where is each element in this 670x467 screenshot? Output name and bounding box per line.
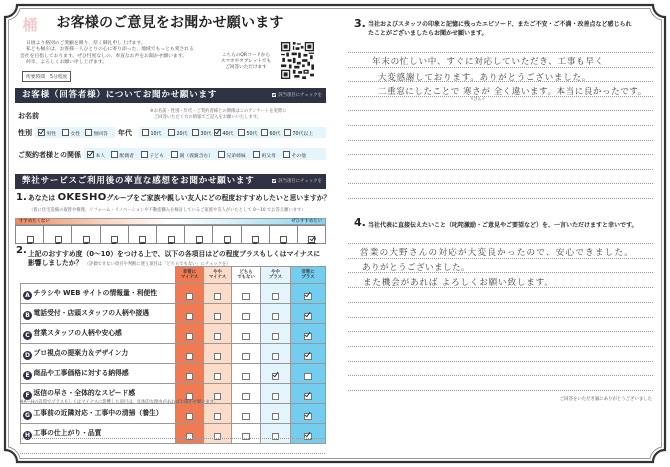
name-field[interactable]	[50, 110, 145, 120]
option-label: 男性	[46, 132, 57, 137]
checkbox[interactable]	[141, 151, 148, 158]
relation-option-parent[interactable]	[171, 151, 213, 160]
checkbox-icon	[272, 179, 276, 183]
letter-badge-icon: G	[23, 411, 32, 420]
rating-cell[interactable]	[261, 284, 291, 304]
rating-cell[interactable]	[204, 364, 232, 384]
question-number: 1.	[16, 192, 27, 203]
section-title: 弊社サービスご利用後の率直な感想をお聞かせ願います	[22, 176, 255, 186]
score-option-0[interactable]	[16, 226, 43, 243]
row-label: B 電話受付・店頭スタッフの人柄や接遇	[21, 304, 176, 324]
checkbox[interactable]	[242, 313, 250, 321]
checkbox[interactable]	[214, 353, 222, 361]
handwritten-answer-line: 年末の忙しい中、すぐに対応していただき、工事も早く	[372, 57, 605, 67]
checkbox[interactable]	[214, 393, 222, 401]
checkbox[interactable]	[186, 333, 194, 341]
answer-line	[348, 110, 653, 111]
intro-line: 私ども桶庄は、お客様一人ひとりの心に寄り添った、地域でもっとも愛される	[26, 47, 194, 53]
checkbox-icon	[272, 93, 276, 97]
answer-line	[348, 317, 653, 318]
relation-label: ご契約者様との関係	[18, 151, 81, 159]
answer-line	[348, 52, 653, 53]
privacy-note	[150, 109, 287, 120]
checkbox[interactable]	[272, 293, 280, 301]
checkbox[interactable]	[214, 313, 222, 321]
checkbox[interactable]	[242, 353, 250, 361]
rating-cell[interactable]	[232, 304, 261, 324]
checkbox[interactable]	[304, 333, 312, 341]
checkbox[interactable]	[214, 129, 221, 136]
rating-cell[interactable]	[261, 424, 291, 444]
rating-cell[interactable]	[232, 344, 261, 364]
option-label: 30代	[200, 132, 212, 137]
checkbox[interactable]	[186, 353, 194, 361]
rating-cell[interactable]	[176, 284, 204, 304]
row-label: H 工事の仕上がり・品質	[21, 424, 176, 444]
age-option-50s[interactable]	[238, 129, 257, 138]
question-1-note: （仮に住宅設備の取替や修理、リフォーム・リノベーションや不動産購入を検討しているご家族や友人がいたとして 0〜10 でお答え願います）	[29, 208, 306, 213]
checkbox[interactable]	[83, 236, 90, 243]
answer-line	[348, 140, 653, 141]
check-instruction-text: 該当項目にチェックを	[278, 179, 322, 184]
option-label: 親（義親含む）	[179, 154, 214, 159]
checkbox[interactable]	[280, 236, 287, 243]
age-option-40s[interactable]	[214, 129, 233, 138]
checkbox[interactable]	[171, 151, 178, 158]
option-label: 子ども	[149, 154, 164, 159]
checkbox[interactable]	[214, 333, 222, 341]
checkbox[interactable]	[85, 129, 92, 136]
letter-badge-icon: B	[23, 311, 32, 320]
answer-line	[348, 361, 653, 362]
checkbox[interactable]	[304, 293, 312, 301]
intro-line: 会社を目指しております。ぜひ忖度なしの、率直なお声をお聞かせ願います。	[20, 53, 187, 59]
question-number: 2.	[16, 245, 27, 256]
qr-line: スマホやタブレットでも	[220, 59, 272, 64]
answer-line	[348, 183, 653, 184]
rating-cell[interactable]	[204, 424, 232, 444]
rating-cell[interactable]	[232, 284, 261, 304]
checkbox[interactable]	[304, 413, 312, 421]
answer-line	[348, 346, 653, 347]
rating-cell[interactable]	[291, 344, 326, 364]
relation-option-self[interactable]	[87, 151, 105, 160]
gender-option-no-answer[interactable]	[85, 129, 108, 138]
rating-cell[interactable]	[204, 284, 232, 304]
rating-cell[interactable]	[176, 404, 204, 424]
table-row	[21, 344, 326, 364]
rating-cell[interactable]	[232, 424, 261, 444]
high-label: ぜひすすめたい	[291, 219, 322, 224]
gender-label: 性別	[18, 129, 32, 137]
row-label: C 営業スタッフの人柄や安心感	[21, 324, 176, 344]
handwritten-annotation: りびんぐ	[470, 96, 486, 101]
option-label: 40代	[222, 132, 234, 137]
checkbox[interactable]	[242, 293, 250, 301]
option-label: 祖父母	[261, 154, 276, 159]
table-row	[21, 404, 326, 424]
rating-cell[interactable]	[232, 404, 261, 424]
answer-line	[348, 375, 653, 376]
rating-cell[interactable]	[261, 404, 291, 424]
checkbox[interactable]	[272, 313, 280, 321]
score-option-10[interactable]	[297, 226, 325, 243]
checkbox[interactable]	[238, 129, 245, 136]
relation-option-other[interactable]	[283, 151, 306, 160]
checkbox[interactable]	[304, 353, 312, 361]
intro-line: 何卒、よろしくお願い申し上げます。	[26, 60, 108, 66]
q1-prefix: あなたは	[28, 194, 56, 202]
checkbox[interactable]	[142, 129, 149, 136]
checkbox[interactable]	[304, 393, 312, 401]
table-row	[21, 424, 326, 444]
rating-cell[interactable]	[204, 304, 232, 324]
recommendation-score-selector	[15, 225, 326, 244]
checkbox[interactable]	[192, 129, 199, 136]
rating-cell[interactable]	[291, 304, 326, 324]
check-instruction	[272, 88, 322, 103]
answer-line[interactable]	[20, 438, 325, 439]
impressions-section-header	[15, 174, 326, 189]
checkbox[interactable]	[242, 373, 250, 381]
checkbox[interactable]	[186, 413, 194, 421]
rating-cell[interactable]	[291, 384, 326, 404]
checkbox[interactable]	[111, 236, 118, 243]
age-option-20s[interactable]	[168, 129, 187, 138]
rating-cell[interactable]	[176, 364, 204, 384]
checkbox[interactable]	[252, 236, 259, 243]
checkbox[interactable]	[272, 353, 280, 361]
answer-line[interactable]	[20, 423, 325, 424]
table-header-row	[21, 267, 326, 284]
low-label: すすめたくない	[19, 219, 50, 224]
score-option-9[interactable]	[269, 226, 297, 243]
option-label: 無回答	[93, 132, 108, 137]
checkbox[interactable]	[304, 313, 312, 321]
score-option-1[interactable]	[43, 226, 71, 243]
relation-option-sibling[interactable]	[218, 151, 246, 160]
recommendation-scale-bar	[15, 218, 326, 225]
age-option-60s[interactable]	[261, 129, 280, 138]
rating-cell[interactable]	[291, 404, 326, 424]
option-label: 10代	[150, 132, 162, 137]
checkbox[interactable]	[186, 393, 194, 401]
checkbox[interactable]	[272, 393, 280, 401]
answer-line	[348, 198, 653, 199]
option-label: 20代	[176, 132, 188, 137]
checkbox[interactable]	[168, 236, 175, 243]
checkbox[interactable]	[139, 236, 146, 243]
company-logo: 桶	[22, 16, 38, 34]
table-footnote: ※A〜Hの設問でプラスもしくはマイナスに影響した項目は、具体的な理由があればお聞かせ願います。	[20, 400, 219, 405]
age-option-10s[interactable]	[142, 129, 161, 138]
gender-option-male[interactable]	[38, 129, 56, 138]
column-very-negative: 非常に マイナス	[176, 267, 204, 284]
relation-option-grandparent[interactable]	[253, 151, 276, 160]
question-1-text	[28, 192, 330, 204]
answer-line	[348, 331, 653, 332]
option-label: 本人	[95, 154, 106, 159]
score-option-6[interactable]	[184, 226, 212, 243]
table-row	[21, 324, 326, 344]
age-option-30s[interactable]	[192, 129, 211, 138]
checkbox[interactable]	[242, 393, 250, 401]
rating-cell[interactable]	[261, 304, 291, 324]
letter-badge-icon: A	[23, 291, 32, 300]
thank-you-message: ご回答をいただき誠にありがとうございました	[559, 397, 652, 402]
q2-line2-text: 影響しましたか？	[28, 259, 83, 267]
letter-badge-icon: D	[23, 351, 32, 360]
intro-line: 日頃より格別のご愛顧を賜り、厚く御礼申し上げます。	[26, 41, 146, 46]
intro-text	[20, 41, 225, 67]
row-label: D プロ視点の提案力＆デザイン力	[21, 344, 176, 364]
respondent-section-header	[15, 88, 326, 103]
row-label: E 商品や工事価格に対する納得感	[21, 364, 176, 384]
handwritten-answer-line: 二重窓にしたことで 寒さが 全く違います。本当に良かったです。	[378, 87, 647, 97]
option-label: 兄弟姉妹	[226, 154, 246, 159]
q1-suffix: グループをご家族や親しい友人にどの程度おすすめしたいと思いますか？	[106, 194, 331, 202]
letter-badge-icon: E	[23, 371, 32, 380]
checkbox[interactable]	[87, 151, 94, 158]
name-label: お名前	[18, 112, 39, 120]
row-label: G 工事前の近隣対応・工事中の清掃（養生）	[21, 404, 176, 424]
letter-badge-icon: H	[24, 431, 31, 439]
rating-cell[interactable]	[291, 324, 326, 344]
column-neutral: どちら でもない	[232, 267, 261, 284]
table-row	[21, 304, 326, 324]
column-slightly-negative: やや マイナス	[204, 267, 232, 284]
handwritten-answer-line: また機会があれば よろしくお願い致します。	[363, 278, 554, 288]
checkbox[interactable]	[214, 413, 222, 421]
checkbox[interactable]	[38, 129, 45, 136]
rating-cell[interactable]	[204, 404, 232, 424]
checkbox[interactable]	[284, 129, 291, 136]
q3-line: たことがございましたらお聞かせ願います。	[368, 29, 488, 37]
note-line: ※お名前・性別・年代・ご契約者様との関係はこのアンケートを実際に	[150, 109, 287, 114]
age-label: 年代	[118, 129, 132, 137]
age-option-70s-plus[interactable]	[284, 129, 313, 138]
option-label: その他	[291, 154, 306, 159]
check-instruction-text: 該当項目にチェックを	[278, 93, 322, 98]
checkbox[interactable]	[272, 413, 280, 421]
rating-cell[interactable]	[261, 344, 291, 364]
score-option-4[interactable]	[128, 226, 156, 243]
handwritten-answer-line: 大変感謝しております。ありがとうございました。	[378, 73, 592, 83]
qr-line: ご回答いただけます	[225, 65, 267, 70]
option-label: 50代	[246, 132, 258, 137]
checkbox[interactable]	[272, 373, 280, 381]
qr-code-icon[interactable]	[281, 42, 314, 79]
row-label: A チラシや WEB サイトの情報量・利便性	[21, 284, 176, 304]
column-very-positive: 非常に プラス	[291, 267, 326, 284]
checkbox[interactable]	[186, 373, 194, 381]
checkbox[interactable]	[186, 313, 194, 321]
rating-cell[interactable]	[232, 364, 261, 384]
checkbox[interactable]	[308, 236, 315, 243]
check-instruction	[272, 174, 322, 189]
rating-cell[interactable]	[204, 324, 232, 344]
qr-line: こちらのQRコードから	[221, 53, 271, 58]
section-title: お客様（回答者様）についてお聞かせ願います	[22, 90, 218, 100]
answer-line	[348, 154, 653, 155]
rating-cell[interactable]	[204, 344, 232, 364]
checkbox[interactable]	[168, 129, 175, 136]
checkbox[interactable]	[218, 151, 225, 158]
letter-badge-icon: C	[23, 331, 32, 340]
header-blank	[21, 267, 176, 284]
time-required-badge: 所要時間 5分程度	[22, 71, 71, 82]
checkbox[interactable]	[253, 151, 260, 158]
checkbox[interactable]	[27, 236, 34, 243]
option-label: 60代	[269, 132, 281, 137]
checkbox[interactable]	[62, 129, 69, 136]
row-label: F 返信の早さ・全体的なスピード感	[21, 384, 176, 404]
checkbox[interactable]	[111, 151, 118, 158]
question-2-line1: 上記のおすすめ度（0〜10）をつける上で、以下の各項目はどの程度プラスもしくはマイナスに	[28, 250, 321, 258]
handwritten-answer-line: 営業の大野さんの対応が大変良かったので、安心できました。	[360, 248, 635, 258]
answer-line	[348, 125, 653, 126]
checkbox[interactable]	[304, 373, 312, 381]
page-title: お客様のご意見をお聞かせ願います	[56, 15, 284, 31]
answer-line	[348, 169, 653, 170]
score-option-8[interactable]	[241, 226, 269, 243]
question-4-text: 当社代表に直接伝えたいこと（叱咤激励・ご意見やご要望など）を、一言いただけますと幸いです。	[368, 222, 638, 229]
column-slightly-positive: やや プラス	[261, 267, 291, 284]
table-row	[21, 364, 326, 384]
answer-line	[348, 302, 653, 303]
checkbox[interactable]	[186, 293, 194, 301]
relation-option-child[interactable]	[141, 151, 164, 160]
checkbox[interactable]	[214, 373, 222, 381]
score-option-2[interactable]	[71, 226, 99, 243]
checkbox[interactable]	[283, 151, 290, 158]
score-option-7[interactable]	[212, 226, 240, 243]
answer-line	[348, 243, 653, 244]
rating-cell[interactable]	[261, 384, 291, 404]
letter-badge-icon: F	[23, 391, 32, 400]
rating-cell[interactable]	[261, 324, 291, 344]
qr-instructions	[214, 53, 278, 71]
score-option-5[interactable]	[156, 226, 184, 243]
question-number: 4.	[354, 216, 366, 229]
rating-cell[interactable]	[232, 384, 261, 404]
relation-option-spouse[interactable]	[111, 151, 134, 160]
checkbox[interactable]	[196, 236, 203, 243]
rating-cell[interactable]	[291, 364, 326, 384]
gender-option-female[interactable]	[62, 129, 80, 138]
impact-rating-table	[20, 266, 326, 444]
rating-cell[interactable]	[176, 344, 204, 364]
score-option-3[interactable]	[100, 226, 128, 243]
rating-cell[interactable]	[176, 424, 204, 444]
checkbox[interactable]	[261, 129, 268, 136]
handwritten-answer-line: ありがとうございました。	[362, 263, 470, 273]
checkbox[interactable]	[224, 236, 231, 243]
answer-line	[348, 390, 653, 391]
question-number: 3.	[354, 17, 366, 30]
q3-line: 当社およびスタッフの印象と記憶に残ったエピソード、またご不安・ご不満・改善点など感じられ	[368, 21, 632, 28]
checkbox[interactable]	[214, 293, 222, 301]
checkbox[interactable]	[242, 333, 250, 341]
checkbox[interactable]	[272, 333, 280, 341]
rating-cell[interactable]	[261, 364, 291, 384]
rating-cell[interactable]	[176, 324, 204, 344]
rating-cell[interactable]	[291, 284, 326, 304]
rating-cell[interactable]	[176, 304, 204, 324]
rating-cell[interactable]	[232, 324, 261, 344]
table-row	[21, 284, 326, 304]
answer-line[interactable]	[20, 453, 325, 454]
note-line: ご回答いただく方の情報でご記入をお願いいたします。	[154, 114, 262, 120]
checkbox[interactable]	[242, 413, 250, 421]
checkbox[interactable]	[55, 236, 62, 243]
brand-name: OKESHO	[57, 192, 107, 203]
option-label: 女性	[70, 132, 81, 137]
option-label: 70代以上	[292, 132, 313, 137]
option-label: 配偶者	[119, 154, 134, 159]
q2-note: （評価できない項目や判断に迷う項目は「どちらでもない」にチェックを）	[84, 262, 231, 267]
rating-cell[interactable]	[291, 424, 326, 444]
question-3-text	[368, 21, 631, 38]
